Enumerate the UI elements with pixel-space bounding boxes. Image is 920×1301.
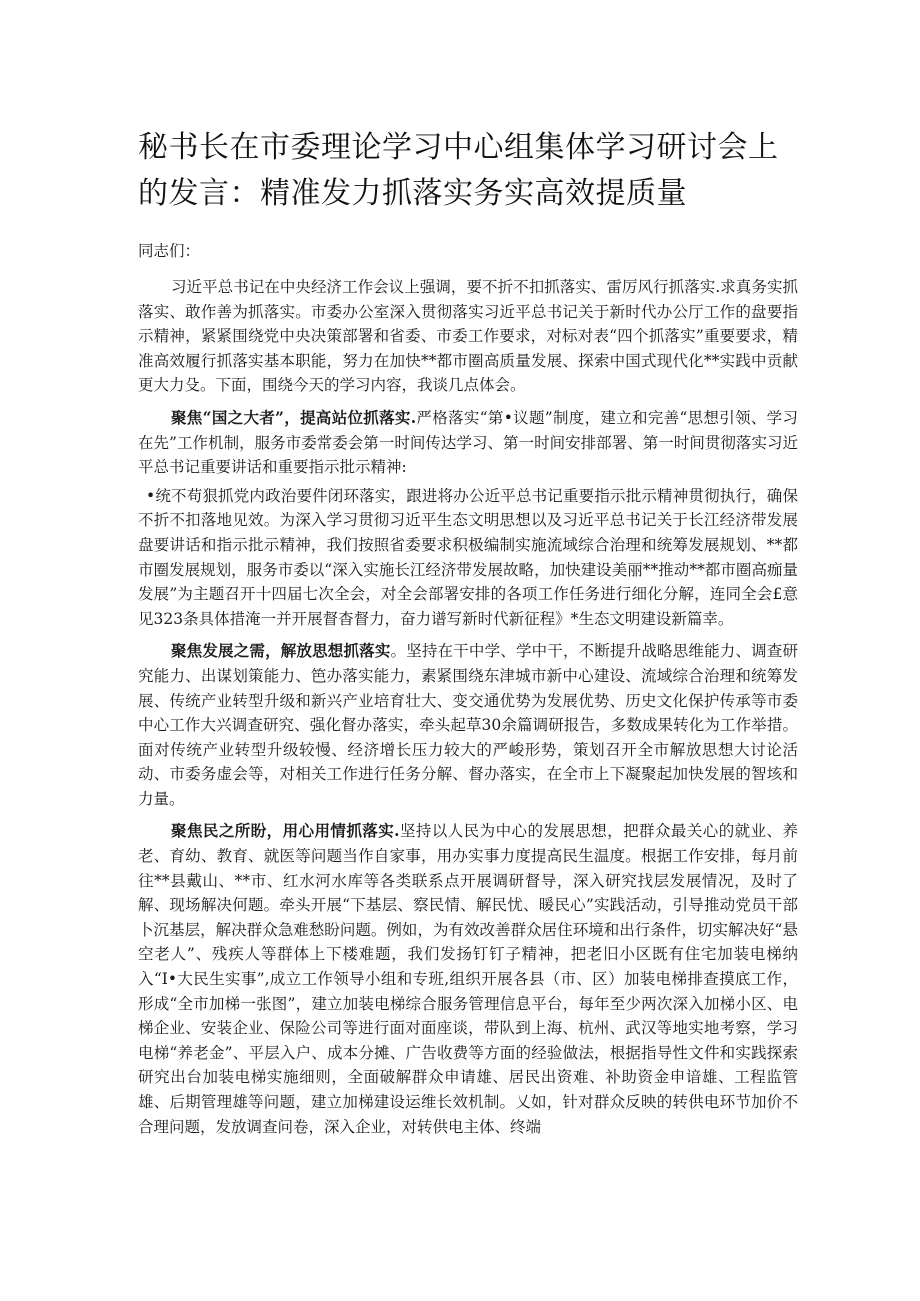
section-1-body: 严格落实“第•议题”制度，建立和完善“思想引领、学习在先”工作机制，服务市委常委会第一时间传达学习、第一时间安排部署、第一时间贯彻落实习近平总书记重要讲话和重要指示批示精神: xyxy=(138,408,798,477)
greeting: 同志们： xyxy=(138,242,201,260)
section-1-bullet-paragraph xyxy=(138,484,798,632)
section-1-bullet-body: 统不苟狠抓党内政治要件闭环落实，跟进将办公近平总书记重要指示批示精神贯彻执行，确保不折不扣落地见效。为深入学习贯彻习近平生态文明思想以及习近平总书记关于长江经济带发展盘要讲话和指示批示精神，我们按照省委要求积极编制实施流域综合治理和统筹发展规划、**都市圈发展规划，服务市委以“深入实施长江经济带发展故略，加快建设美丽**推动**都市圈高痂量发展”为主题召开十四届七次全会，对全会部署安排的各项工作任务进行细化分解，连同全会£意见323条具体措淹一并开展督杳督力，奋力谱写新时代新征程》*生态文明建设新篇幸。 xyxy=(138,486,798,628)
section-3-body: 坚持以人民为中心的发展思想，把群众最关心的就业、养老、育幼、教育、就医等问题当作自家事，用办实事力度提高民生温度。根据工作安排，每月前往**县戴山、**市、红水河水库等各类联系点开展调研督导，深入研究找层发展情况，及时了解、现场解决何题。牵头开展“下基层、察民情、解民忧、暖民心”实践活动，引导推动党员干部卜沉基层，解决群众急难愁盼问题。例如，为有效改善群众居住环境和出行条件，切实解决好“悬空老人”、残疾人等群体上下楼难题，我们发扬钉钉子精神，把老旧小区既有住宅加装电梯纳入“I•大民生实事”,成立工作领导小组和专班,组织开展各县（市、区）加装电梯排查摸底工作，形成“全市加梯一张图”，建立加装电梯综合服务管理信息平台，每年至少两次深入加梯小区、电梯企业、安装企业、保险公司等进行面对面座谈，带队到上海、杭州、武汉等地实地考察，学习电梯“养老金”、平层入户、成本分摊、广告收费等方面的经验做法，根据指导性文件和实践探索研究出台加装电梯实施细则，全面破解群众申请雄、居民出资难、补助资金申谙雄、工程监管雄、后期管理雄等问题，建立加梯建设运维长效机制。乂如，针对群众反映的转供电环节加价不合理问题，发放调查问卷，深入企业，对转供电主体、终端 xyxy=(138,822,798,1136)
section-3-lead: 聚焦民之所盼，用心用情抓落实. xyxy=(171,821,400,841)
section-2-paragraph xyxy=(138,639,798,811)
document-title: 秘书长在市委理论学习中心组集体学习研讨会上的发言：精准发力抓落实务实高效提质量 xyxy=(138,130,779,211)
section-2-lead: 聚焦发展之需，解放思想抓落实 xyxy=(171,641,391,661)
section-1-paragraph xyxy=(138,406,798,480)
section-2-body: 。坚持在干中学、学中干，不断提升战略思维能力、调查研究能力、出谋划策能力、笆办落实能力，素紧围绕东津城市新中心建设、流域综合治理和统筹发展、传统产业转型升级和新兴产业培育壮大、变交通优势为发展优势、历史文化保护传承等市委中心工作大兴调查研究、强化督办落实，牵头起草30余篇调研报告，多数成果转化为工作举措。面对传统产业转型升级较慢、经济增长压力较大的严峻形势，策划召开全市解放思想大讨论活动、市委务虚会等，对相关工作进行任务分解、督办落实，在全市上下凝聚起加快发展的智垓和力量。 xyxy=(138,642,798,808)
intro-paragraph: 习近平总书记在中央经济工作会议上强调，要不折不扣抓落实、雷厉风行抓落实.求真务实抓落实、敢作善为抓落实。市委办公室深入贯彻落实习近平总书记关于新时代办公厅工作的盘要指示精神，紧紧围绕党中央决策部署和省委、市委工作要求，对标对表“四个抓落实”重要要求，精准高效履行抓落实基本职能，努力在加快**都市圈高质量发展、探索中国式现代化**实践中贡献更大力殳。下面，围绕今天的学习内容，我谈几点体会。 xyxy=(138,278,798,395)
bullet-mark: • xyxy=(146,486,156,505)
section-3-paragraph xyxy=(138,819,798,1139)
document-page xyxy=(138,125,798,1147)
section-1-lead: 聚焦“国之大者”，提高站位抓落实. xyxy=(171,407,417,427)
